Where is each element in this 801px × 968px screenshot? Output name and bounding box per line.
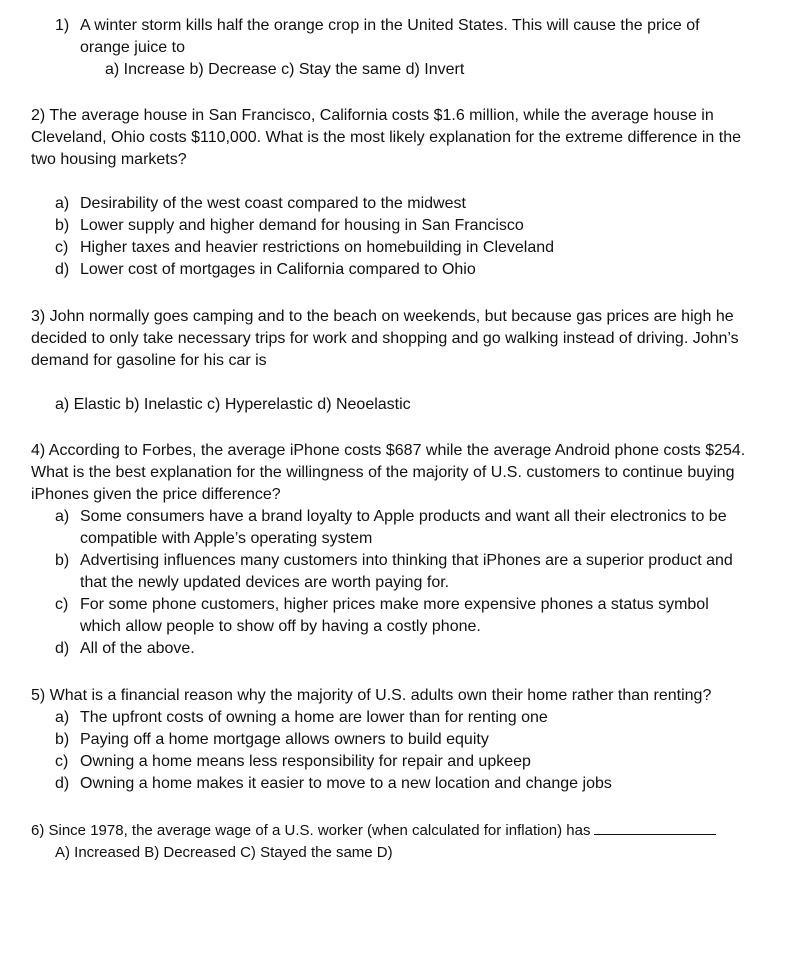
option-text: which allow people to show off by having a costly phone. <box>80 618 481 635</box>
question-3 <box>31 306 791 416</box>
option-label: d) <box>55 261 70 278</box>
option-text: For some phone customers, higher prices make more expensive phones a status symbol <box>80 596 709 613</box>
question-5-option <box>31 773 791 795</box>
option-text: Desirability of the west coast compared to the midwest <box>80 195 466 212</box>
question-6-options: A) Increased B) Decreased C) Stayed the same D) <box>55 844 393 861</box>
question-4-line: iPhones given the price difference? <box>31 486 281 503</box>
option-text: Lower cost of mortgages in California compared to Ohio <box>80 261 476 278</box>
option-text: Paying off a home mortgage allows owners to build equity <box>80 731 489 748</box>
option-label: a) <box>55 195 70 212</box>
option-text: Some consumers have a brand loyalty to Apple products and want all their electronics to be <box>80 508 727 525</box>
question-5-option <box>31 729 791 751</box>
option-label: d) <box>55 640 70 657</box>
question-2-line: Cleveland, Ohio costs $110,000. What is the most likely explanation for the extreme difference in the <box>31 129 742 146</box>
option-label: c) <box>55 239 69 256</box>
question-5-option <box>31 707 791 729</box>
option-label: a) <box>55 709 70 726</box>
answer-blank[interactable] <box>594 820 716 835</box>
option-text: Owning a home means less responsibility for repair and upkeep <box>80 753 531 770</box>
option-label: b) <box>55 552 70 569</box>
question-4-line: What is the best explanation for the willingness of the majority of U.S. customers to continue buying <box>31 464 735 481</box>
question-4-line: 4) According to Forbes, the average iPhone costs $687 while the average Android phone costs $254. <box>31 442 746 459</box>
option-text: All of the above. <box>80 640 195 657</box>
question-4-option <box>31 638 791 660</box>
question-3-line: 3) John normally goes camping and to the beach on weekends, but because gas prices are high he <box>31 308 734 325</box>
question-2-option <box>31 237 791 259</box>
question-4-option <box>31 594 791 638</box>
option-label: d) <box>55 775 70 792</box>
question-3-line: decided to only take necessary trips for work and shopping and go walking instead of driving. John’s <box>31 330 739 347</box>
option-text: compatible with Apple’s operating system <box>80 530 373 547</box>
option-text: The upfront costs of owning a home are lower than for renting one <box>80 709 548 726</box>
option-label: c) <box>55 753 69 770</box>
question-1 <box>31 15 791 81</box>
question-2-option <box>31 193 791 215</box>
option-text: Lower supply and higher demand for housing in San Francisco <box>80 217 524 234</box>
question-1-text: A winter storm kills half the orange crop in the United States. This will cause the price of <box>80 17 700 34</box>
question-2-option <box>31 259 791 281</box>
question-1-options: a) Increase b) Decrease c) Stay the same d) Invert <box>105 61 465 78</box>
question-2-line: two housing markets? <box>31 151 187 168</box>
question-2 <box>31 105 791 281</box>
question-2-option <box>31 215 791 237</box>
option-label: b) <box>55 731 70 748</box>
option-text: Higher taxes and heavier restrictions on homebuilding in Cleveland <box>80 239 555 256</box>
option-text: Advertising influences many customers into thinking that iPhones are a superior product and <box>80 552 733 569</box>
question-3-options: a) Elastic b) Inelastic c) Hyperelastic d) Neoelastic <box>55 396 411 413</box>
question-2-line: 2) The average house in San Francisco, California costs $1.6 million, while the average house in <box>31 107 714 124</box>
question-6-text: 6) Since 1978, the average wage of a U.S. worker (when calculated for inflation) has <box>31 822 591 839</box>
question-4-option <box>31 550 791 594</box>
question-5 <box>31 685 791 795</box>
question-1-line-1 <box>31 15 791 37</box>
option-label: c) <box>55 596 69 613</box>
question-6 <box>31 820 791 864</box>
question-1-line-2: orange juice to <box>80 39 185 56</box>
question-4 <box>31 440 791 660</box>
option-label: a) <box>55 508 70 525</box>
option-text: Owning a home makes it easier to move to a new location and change jobs <box>80 775 612 792</box>
question-3-line: demand for gasoline for his car is <box>31 352 267 369</box>
question-5-line: 5) What is a financial reason why the majority of U.S. adults own their home rather than renting? <box>31 687 712 704</box>
question-5-option <box>31 751 791 773</box>
question-1-number: 1) <box>55 17 70 34</box>
question-4-option <box>31 506 791 550</box>
question-6-line <box>31 820 791 842</box>
option-label: b) <box>55 217 70 234</box>
option-text: that the newly updated devices are worth paying for. <box>80 574 450 591</box>
